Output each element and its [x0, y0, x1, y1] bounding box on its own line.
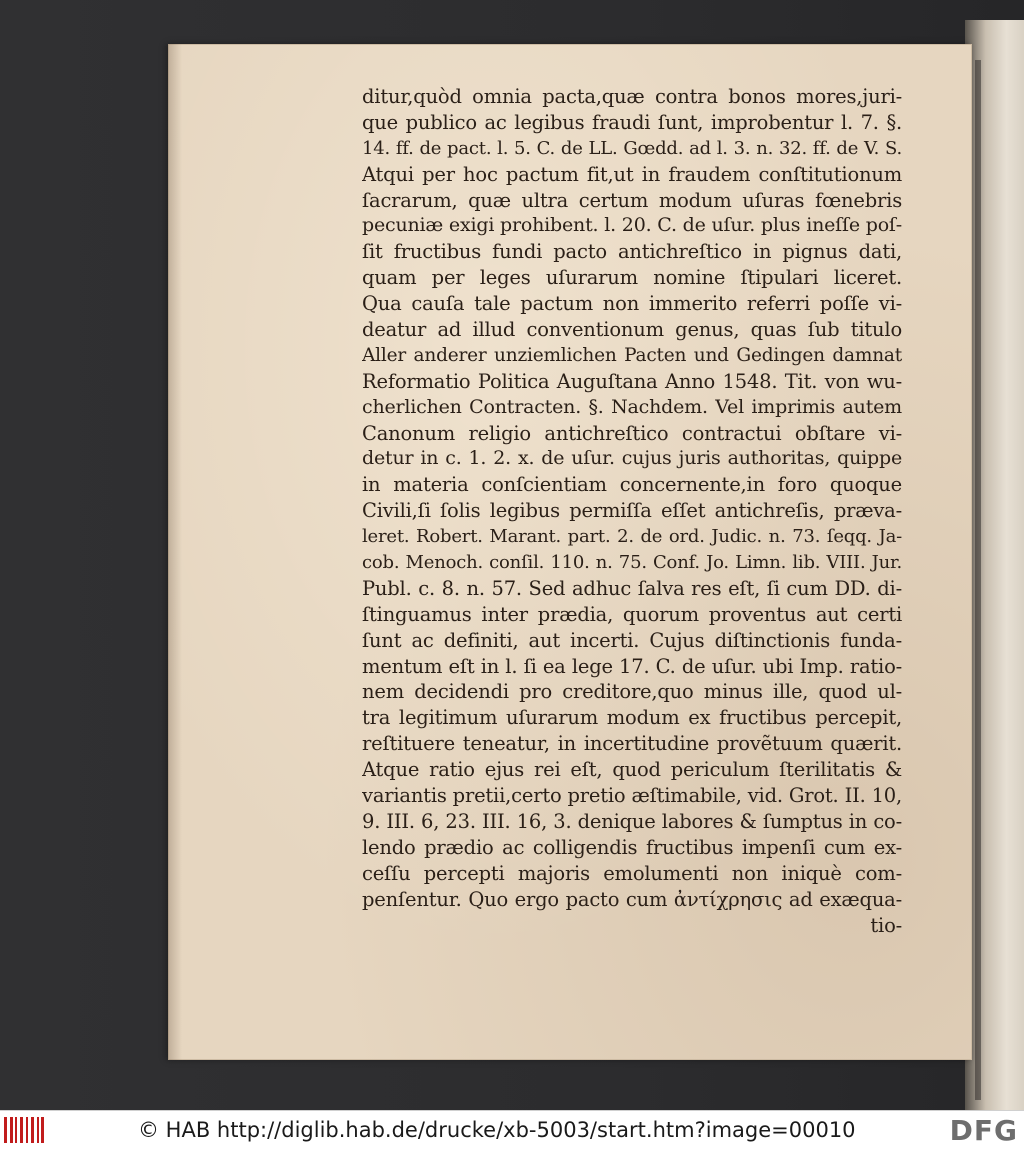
barcode-logo-icon: [4, 1117, 44, 1143]
text-line: Publ. c. 8. n. 57. Sed adhuc ſalva res eſt, ſi cum DD. di-: [362, 576, 902, 600]
text-line: Qua cauſa tale pactum non immerito referri poſſe vi-: [362, 292, 902, 316]
text-line: ſtinguamus inter prædia, quorum proventus aut certi: [362, 602, 902, 626]
text-line: 14. ff. de pact. l. 5. C. de LL. Gœdd. ad l. 3. n. 32. ff. de V. S.: [362, 137, 902, 159]
text-line: ſacrarum, quæ ultra certum modum uſuras fœnebris: [362, 188, 902, 212]
text-line: leret. Robert. Marant. part. 2. de ord. Judic. n. 73. ſeqq. Ja-: [362, 526, 902, 548]
text-line: Reformatio Politica Auguſtana Anno 1548. Tit. von wu-: [362, 369, 902, 393]
text-line: Canonum religio antichreſtico contractui obſtare vi-: [362, 421, 902, 445]
text-line: tra legitimum uſurarum modum ex fructibus percepit,: [362, 706, 902, 730]
page-gutter-shadow: [975, 60, 981, 1100]
catchword: tio-: [870, 913, 902, 937]
text-line: ſunt ac definiti, aut incerti. Cujus diſtinctionis funda-: [362, 628, 902, 652]
text-line: cob. Menoch. conſil. 110. n. 75. Conf. Jo. Limn. lib. VIII. Jur.: [362, 552, 902, 574]
text-line: Atque ratio ejus rei eſt, quod periculum ſterilitatis &: [362, 758, 902, 782]
text-line: Atqui per hoc pactum fit,ut in fraudem conſtitutionum: [362, 162, 902, 186]
dfg-logo: DFG: [949, 1114, 1018, 1147]
text-line: nem decidendi pro creditore,quo minus ille, quod ul-: [362, 680, 902, 704]
text-line: penſentur. Quo ergo pacto cum ἀντίχρησις ad exæqua-: [362, 887, 902, 911]
footer-bar: [0, 1110, 1024, 1149]
text-line: deatur ad illud conventionum genus, quas ſub titulo: [362, 318, 902, 342]
next-page-edge: [965, 20, 1024, 1110]
text-line: in materia conſcientiam concernente,in foro quoque: [362, 473, 902, 497]
copyright-citation: © HAB http://diglib.hab.de/drucke/xb-5003/start.htm?image=00010: [138, 1118, 856, 1142]
text-line: 9. III. 6, 23. III. 16, 3. denique labores & ſumptus in co-: [362, 809, 902, 833]
text-line: que publico ac legibus fraudi ſunt, improbentur l. 7. §.: [362, 110, 902, 134]
text-line: lendo prædio ac colligendis fructibus impenſi cum ex-: [362, 835, 902, 859]
text-line: detur in c. 1. 2. x. de uſur. cujus juris authoritas, quippe: [362, 447, 902, 470]
text-line: ceſſu percepti majoris emolumenti non iniquè com-: [362, 861, 902, 885]
text-line: Aller anderer unziemlichen Pacten und Gedingen damnat: [362, 344, 902, 366]
text-line: ditur,quòd omnia pacta,quæ contra bonos mores,juri-: [362, 85, 902, 108]
text-line: mentum eſt in l. ſi ea lege 17. C. de uſur. ubi Imp. ratio-: [362, 654, 902, 678]
text-line: ſit fructibus fundi pacto antichreſtico in pignus dati,: [362, 240, 902, 264]
text-line: variantis pretii,certo pretio æſtimabile, vid. Grot. II. 10,: [362, 784, 902, 808]
text-line: cherlichen Contracten. §. Nachdem. Vel imprimis autem: [362, 395, 902, 418]
page-text-block: [362, 84, 902, 938]
text-line: reſtituere teneatur, in incertitudine provẽtuum quærit.: [362, 732, 902, 756]
text-line: pecuniæ exigi prohibent. l. 20. C. de uſur. plus ineſſe poſ-: [362, 214, 902, 237]
page-edge-shade: [168, 44, 182, 1060]
text-line: quam per leges uſurarum nomine ſtipulari liceret.: [362, 266, 902, 290]
text-line: Civili,ſi ſolis legibus permiſſa eſſet antichreſis, præva-: [362, 499, 902, 523]
